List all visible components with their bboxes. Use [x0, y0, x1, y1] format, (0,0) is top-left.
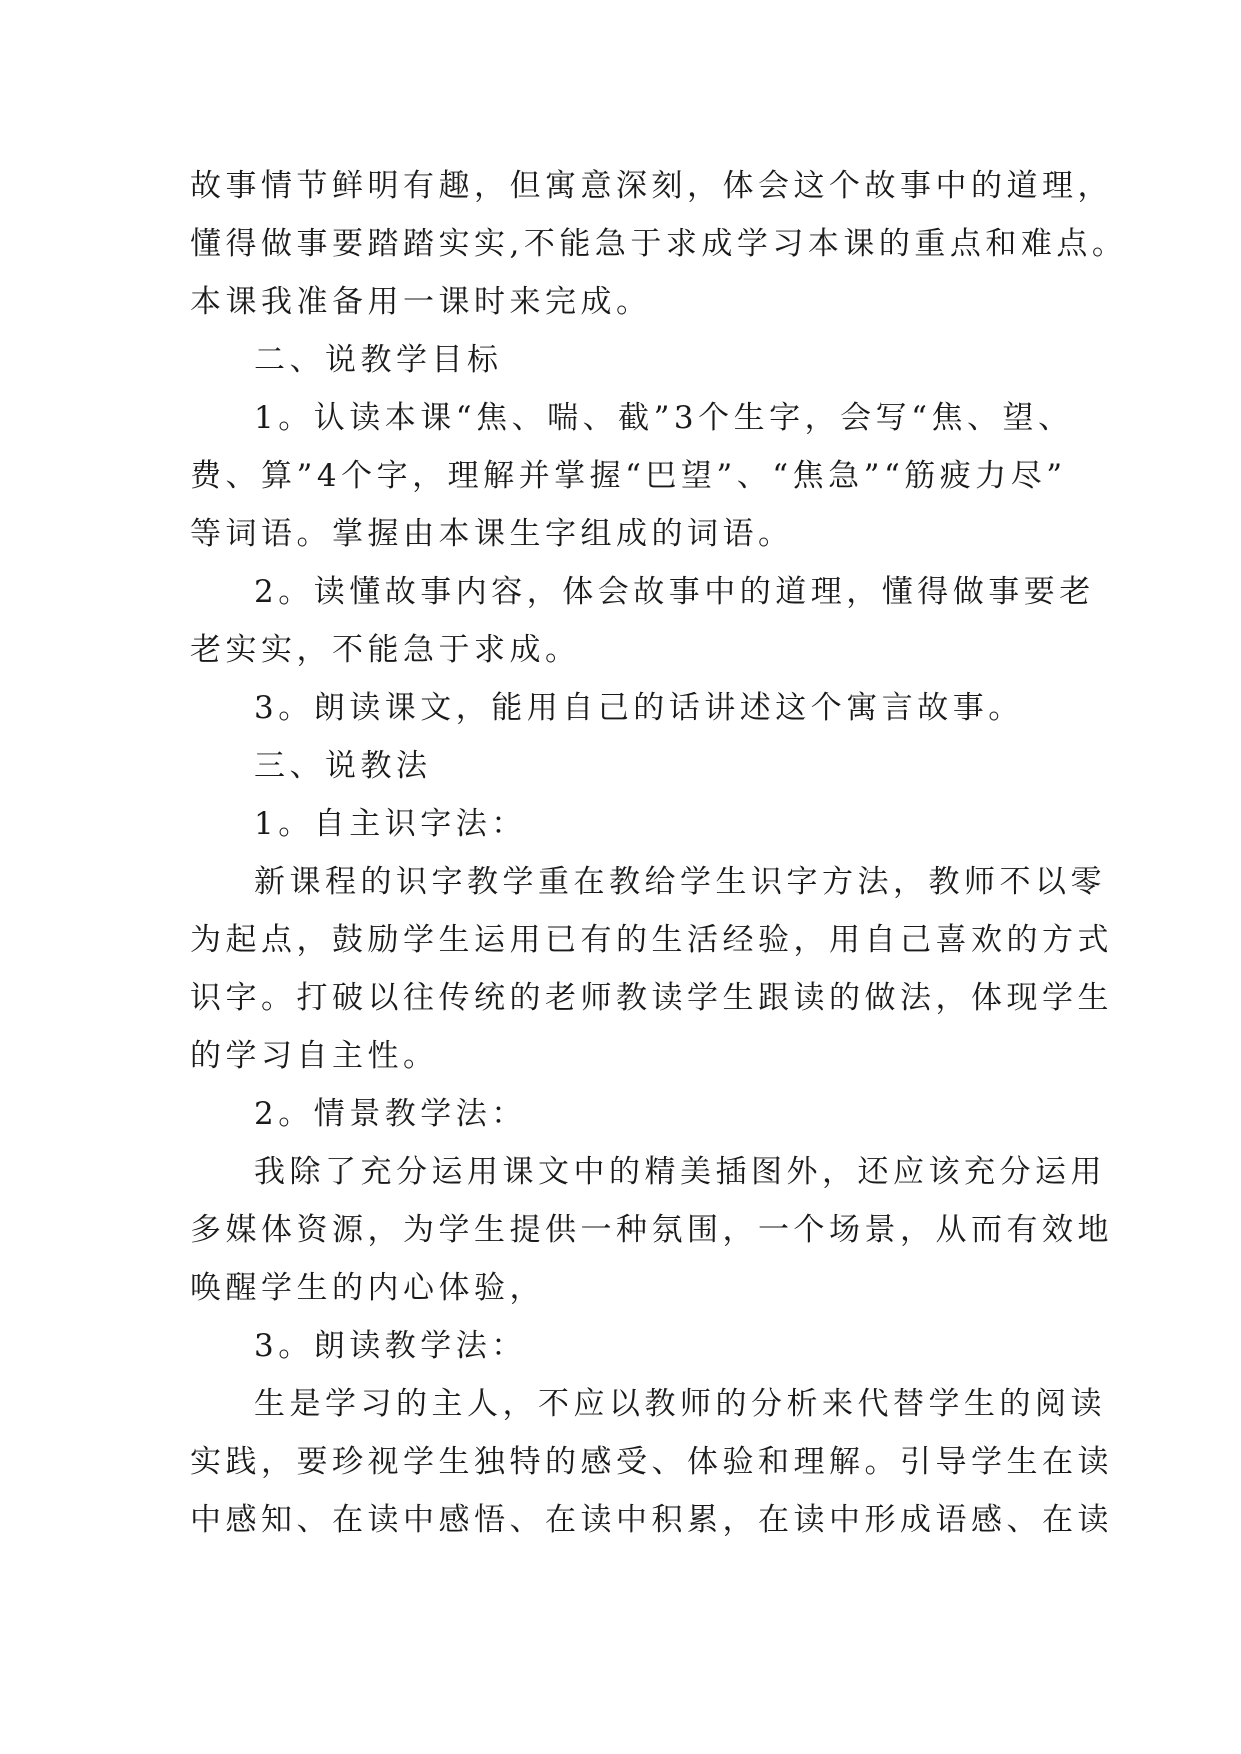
text-line: 识字。打破以往传统的老师教读学生跟读的做法，体现学生: [190, 980, 1113, 1016]
text-line: 中感知、在读中感悟、在读中积累，在读中形成语感、在读: [190, 1502, 1113, 1538]
text-line: 1。认读本课“焦、喘、截”3个生字，会写“焦、望、: [254, 400, 1074, 436]
text-line: 生是学习的主人，不应以教师的分析来代替学生的阅读: [254, 1386, 1106, 1422]
text-line: 故事情节鲜明有趣，但寓意深刻，体会这个故事中的道理，: [190, 168, 1113, 204]
text-line: 本课我准备用一课时来完成。: [190, 284, 652, 320]
text-line: 我除了充分运用课文中的精美插图外，还应该充分运用: [254, 1154, 1106, 1190]
text-line: 懂得做事要踏踏实实,不能急于求成学习本课的重点和难点。: [190, 226, 1128, 262]
subsection-heading: 3。朗读教学法：: [254, 1328, 527, 1364]
text-line: 等词语。掌握由本课生字组成的词语。: [190, 516, 794, 552]
text-line: 老实实，不能急于求成。: [190, 632, 581, 668]
text-line: 2。读懂故事内容，体会故事中的道理，懂得做事要老: [254, 574, 1095, 610]
text-line: 唤醒学生的内心体验，: [190, 1270, 545, 1306]
text-line: 多媒体资源，为学生提供一种氛围，一个场景，从而有效地: [190, 1212, 1113, 1248]
section-heading: 二、说教学目标: [254, 342, 503, 378]
section-heading: 三、说教法: [254, 748, 432, 784]
text-line: 实践，要珍视学生独特的感受、体验和理解。引导学生在读: [190, 1444, 1113, 1480]
text-line: 为起点，鼓励学生运用已有的生活经验，用自己喜欢的方式: [190, 922, 1113, 958]
subsection-heading: 1。自主识字法：: [254, 806, 527, 842]
text-line: 3。朗读课文，能用自己的话讲述这个寓言故事。: [254, 690, 1024, 726]
subsection-heading: 2。情景教学法：: [254, 1096, 527, 1132]
text-line: 的学习自主性。: [190, 1038, 439, 1074]
text-line: 费、算”4个字，理解并掌握“巴望”、“焦急”“筋疲力尽”: [190, 458, 1067, 494]
text-line: 新课程的识字教学重在教给学生识字方法，教师不以零: [254, 864, 1106, 900]
